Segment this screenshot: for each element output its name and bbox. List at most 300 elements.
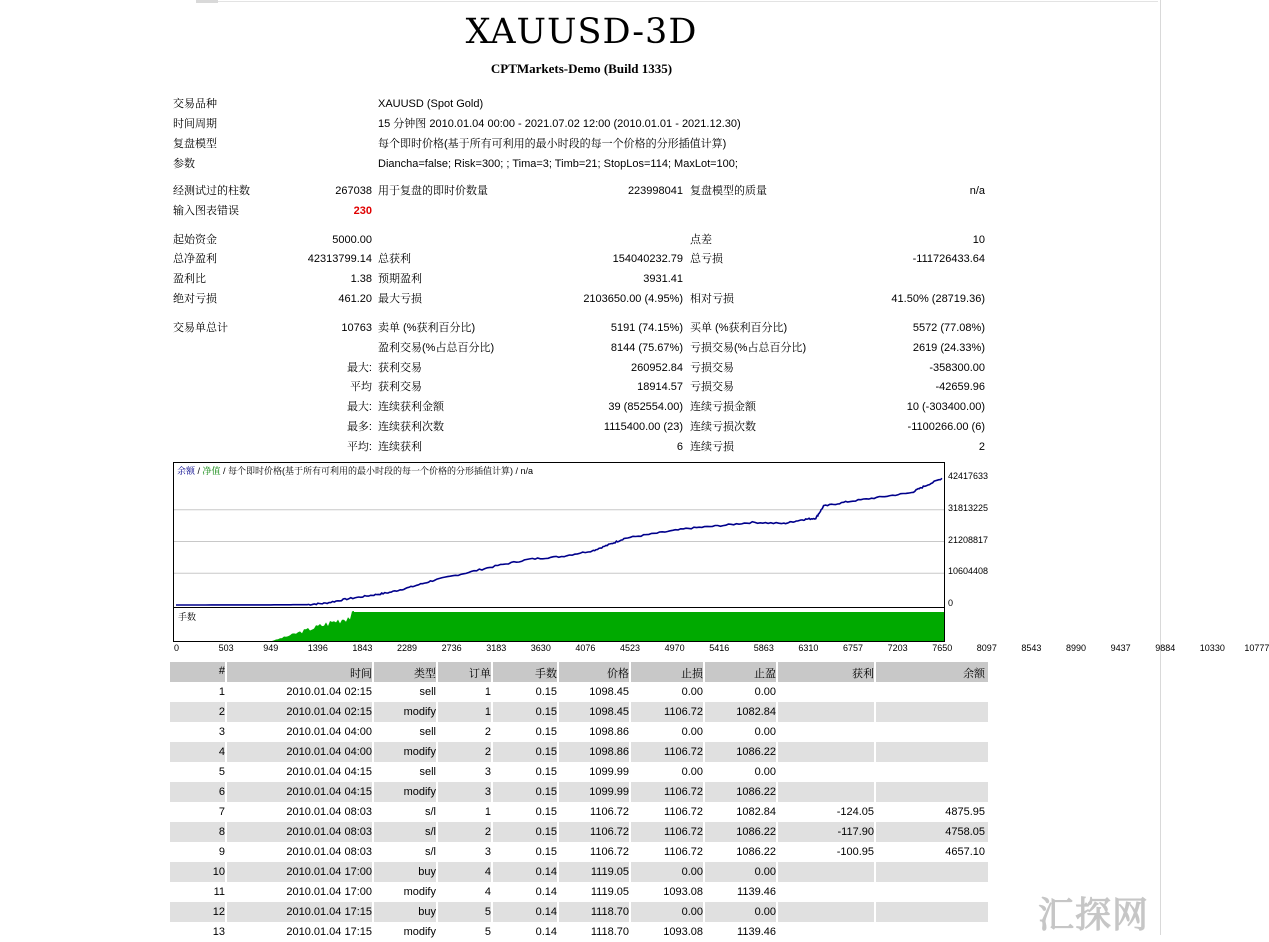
balance-chart-plot <box>174 463 944 608</box>
max-consecutive-losses-label: 连续亏损金额 <box>690 401 756 413</box>
table-cell: 10 <box>212 866 225 878</box>
column-separator <box>436 822 438 842</box>
average-prefix: 平均 <box>350 381 372 393</box>
table-cell: 0.15 <box>535 766 557 778</box>
table-row <box>170 902 988 922</box>
column-header: 订单 <box>469 668 491 680</box>
table-cell: 1106.72 <box>664 706 703 718</box>
avg-consecutive-wins-value: 6 <box>676 441 683 453</box>
right-border <box>1160 0 1161 935</box>
column-header: 类型 <box>414 668 436 680</box>
table-cell: s/l <box>425 806 436 818</box>
column-separator <box>703 822 705 842</box>
table-cell: 5 <box>218 766 225 778</box>
table-row <box>170 682 988 702</box>
table-cell: 2010.01.04 04:15 <box>286 766 372 778</box>
table-cell: 0.15 <box>535 806 557 818</box>
table-cell: 2010.01.04 02:15 <box>286 686 372 698</box>
column-separator <box>436 782 438 802</box>
x-tick-label: 6757 <box>843 643 864 653</box>
trade-table-header <box>170 662 988 682</box>
parameters-label: 参数 <box>173 158 195 170</box>
column-separator <box>491 862 493 882</box>
column-separator <box>372 822 374 842</box>
table-row <box>170 922 988 942</box>
column-header: # <box>218 665 225 677</box>
x-tick-label: 3183 <box>486 643 507 653</box>
x-tick-label: 0 <box>174 643 180 653</box>
watermark-logo: 汇探网 <box>1038 895 1150 936</box>
table-cell: 0.14 <box>535 886 557 898</box>
column-separator <box>629 702 631 722</box>
table-cell: 0.14 <box>535 866 557 878</box>
table-row <box>170 862 988 882</box>
column-separator <box>629 862 631 882</box>
gross-profit-label: 总获利 <box>378 253 411 265</box>
table-cell: 9 <box>218 846 225 858</box>
table-cell: 4657.10 <box>945 846 985 858</box>
table-cell: 3 <box>218 726 225 738</box>
table-cell: 3 <box>484 786 491 798</box>
table-cell: 1099.99 <box>589 786 629 798</box>
table-cell: 2010.01.04 08:03 <box>286 806 372 818</box>
table-cell: 11 <box>213 886 225 898</box>
table-cell: 0.14 <box>535 926 557 938</box>
profit-trades-value: 8144 (75.67%) <box>610 342 683 354</box>
table-cell: 4 <box>484 866 491 878</box>
table-cell: modify <box>403 786 436 798</box>
short-positions-value: 5191 (74.15%) <box>610 322 683 334</box>
long-positions-value: 5572 (77.08%) <box>912 322 985 334</box>
profit-factor-label: 盈利比 <box>173 273 206 285</box>
table-cell: 1082.84 <box>736 706 776 718</box>
table-cell: 2010.01.04 08:03 <box>286 826 372 838</box>
y-tick-label: 31813225 <box>948 502 989 513</box>
column-separator <box>703 742 705 762</box>
legend-separator: / <box>195 466 203 476</box>
column-header: 止损 <box>681 668 703 680</box>
table-cell: 1 <box>484 706 491 718</box>
table-row <box>170 822 988 842</box>
column-separator <box>629 662 631 682</box>
bars-tested-value: 267038 <box>335 185 372 197</box>
column-separator <box>436 702 438 722</box>
table-cell: 4875.95 <box>945 806 985 818</box>
avg-prefix: 平均: <box>346 441 372 453</box>
column-separator <box>225 662 227 682</box>
table-cell: 2010.01.04 04:00 <box>286 746 372 758</box>
column-header: 止盈 <box>754 668 776 680</box>
largest-profit-label: 获利交易 <box>378 362 422 374</box>
x-tick-label: 7203 <box>887 643 908 653</box>
table-cell: 1118.70 <box>590 926 629 938</box>
column-separator <box>491 702 493 722</box>
maximal-drawdown-value: 2103650.00 (4.95%) <box>583 293 683 305</box>
table-cell: 5 <box>484 926 491 938</box>
column-separator <box>372 862 374 882</box>
x-tick-label: 8097 <box>976 643 997 653</box>
table-row <box>170 842 988 862</box>
column-separator <box>557 862 559 882</box>
column-separator <box>225 742 227 762</box>
x-tick-label: 4076 <box>575 643 596 653</box>
table-cell: 0.00 <box>754 766 776 778</box>
volume-chart-plot <box>174 608 944 641</box>
table-cell: 1086.22 <box>736 746 776 758</box>
table-cell: 1086.22 <box>736 786 776 798</box>
report-subtitle: CPTMarkets-Demo (Build 1335) <box>490 61 673 76</box>
table-cell: 1 <box>484 806 491 818</box>
column-separator <box>874 782 876 802</box>
spread-value: 10 <box>972 234 985 246</box>
column-separator <box>874 662 876 682</box>
table-cell: 2010.01.04 17:00 <box>286 866 372 878</box>
table-cell: 0.15 <box>535 786 557 798</box>
column-separator <box>225 822 227 842</box>
average-profit-value: 18914.57 <box>637 381 683 393</box>
table-cell: 1098.45 <box>589 686 629 698</box>
column-separator <box>703 662 705 682</box>
table-cell: -124.05 <box>836 806 874 818</box>
table-cell: 2010.01.04 17:00 <box>286 886 372 898</box>
net-profit-value: 42313799.14 <box>307 253 372 265</box>
table-cell: 0.15 <box>535 686 557 698</box>
avg-consecutive-wins-label: 连续获利 <box>378 441 422 453</box>
table-cell: 1139.46 <box>737 886 776 898</box>
column-header: 时间 <box>350 668 372 680</box>
column-separator <box>557 662 559 682</box>
table-row <box>170 702 988 722</box>
x-tick-label: 4970 <box>664 643 685 653</box>
y-tick-label: 10604408 <box>948 566 989 577</box>
table-cell: 1118.70 <box>590 906 629 918</box>
column-separator <box>225 782 227 802</box>
table-cell: 1093.08 <box>663 886 703 898</box>
table-row <box>170 722 988 742</box>
initial-deposit-label: 起始资金 <box>173 234 217 246</box>
model-label: 复盘模型 <box>173 138 217 150</box>
relative-drawdown-label: 相对亏损 <box>690 293 734 305</box>
volume-label: 手数 <box>178 612 197 622</box>
symbol-value: XAUUSD (Spot Gold) <box>378 98 484 110</box>
table-cell: 0.15 <box>535 706 557 718</box>
table-cell: 1106.72 <box>664 786 703 798</box>
maximal-drawdown-label: 最大亏损 <box>378 293 422 305</box>
ticks-modelled-label: 用于复盘的即时价数量 <box>378 185 488 197</box>
window-top-line <box>218 1 1158 2</box>
maximal-consecutive-loss-label: 连续亏损次数 <box>690 421 756 433</box>
table-cell: 0.00 <box>681 726 703 738</box>
table-cell: 0.15 <box>535 846 557 858</box>
report-title: XAUUSD-3D <box>465 12 698 52</box>
parameters-value: Diancha=false; Risk=300; ; Tima=3; Timb=21; StopLos=114; MaxLot=100; <box>378 158 738 170</box>
volume-area <box>174 611 944 641</box>
table-cell: 1098.45 <box>589 706 629 718</box>
column-separator <box>874 822 876 842</box>
table-cell: sell <box>419 766 436 778</box>
column-separator <box>436 742 438 762</box>
total-trades-value: 10763 <box>341 322 372 334</box>
table-row <box>170 762 988 782</box>
gross-loss-label: 总亏损 <box>690 253 723 265</box>
table-cell: 1 <box>484 686 491 698</box>
y-tick-label: 0 <box>948 598 954 608</box>
largest-profit-value: 260952.84 <box>631 362 683 374</box>
table-row <box>170 782 988 802</box>
x-tick-label: 10330 <box>1199 643 1225 653</box>
column-separator <box>776 902 778 922</box>
column-separator <box>372 742 374 762</box>
column-separator <box>874 702 876 722</box>
x-tick-label: 1843 <box>352 643 373 653</box>
table-cell: 1098.86 <box>589 726 629 738</box>
table-cell: 8 <box>218 826 225 838</box>
total-trades-label: 交易单总计 <box>173 322 228 334</box>
net-profit-label: 总净盈利 <box>173 253 217 265</box>
table-cell: 2010.01.04 02:15 <box>286 706 372 718</box>
column-separator <box>874 902 876 922</box>
column-separator <box>491 742 493 762</box>
table-cell: 1106.72 <box>590 806 629 818</box>
x-tick-label: 6310 <box>798 643 819 653</box>
table-cell: 1106.72 <box>664 846 703 858</box>
x-tick-label: 5416 <box>709 643 730 653</box>
column-header: 价格 <box>607 668 629 680</box>
table-cell: 5 <box>484 906 491 918</box>
table-cell: 2010.01.04 04:00 <box>286 726 372 738</box>
modelling-quality-value: n/a <box>969 185 985 197</box>
column-separator <box>629 742 631 762</box>
legend-equity: 净值 <box>202 466 221 476</box>
table-cell: 3 <box>484 846 491 858</box>
x-tick-label: 2289 <box>397 643 418 653</box>
column-separator <box>225 702 227 722</box>
table-cell: 0.00 <box>754 906 776 918</box>
table-cell: -117.90 <box>837 826 874 838</box>
max-consecutive-wins-label: 连续获利金额 <box>378 401 444 413</box>
table-cell: 0.00 <box>681 766 703 778</box>
column-separator <box>557 902 559 922</box>
legend-balance: 余额 <box>177 466 196 476</box>
table-cell: 2010.01.04 17:15 <box>286 926 372 938</box>
relative-drawdown-value: 41.50% (28719.36) <box>891 293 985 305</box>
long-positions-label: 买单 (%获利百分比) <box>690 322 788 334</box>
column-separator <box>629 782 631 802</box>
table-row <box>170 882 988 902</box>
table-cell: 4 <box>218 746 225 758</box>
table-cell: sell <box>419 686 436 698</box>
table-cell: 0.00 <box>681 686 703 698</box>
table-cell: 1106.72 <box>664 746 703 758</box>
x-tick-label: 503 <box>218 643 234 653</box>
gross-loss-value: -111726433.64 <box>912 253 985 265</box>
max-consecutive-losses-value: 10 (-303400.00) <box>906 401 985 413</box>
period-value: 15 分钟图 2010.01.04 00:00 - 2021.07.02 12:00 (2010.01.01 - 2021.12.30) <box>378 118 741 130</box>
chart-errors-label: 输入图表错误 <box>173 205 239 217</box>
table-cell: 0.00 <box>681 906 703 918</box>
column-separator <box>491 822 493 842</box>
largest-loss-label: 亏损交易 <box>690 362 734 374</box>
window-top-strip <box>196 0 218 3</box>
column-separator <box>776 782 778 802</box>
column-separator <box>874 742 876 762</box>
column-separator <box>874 862 876 882</box>
loss-trades-label: 亏损交易(%占总百分比) <box>690 342 807 354</box>
table-cell: 1106.72 <box>590 826 629 838</box>
average-profit-label: 获利交易 <box>378 381 422 393</box>
column-separator <box>225 862 227 882</box>
table-cell: 2010.01.04 04:15 <box>286 786 372 798</box>
absolute-drawdown-label: 绝对亏损 <box>173 293 217 305</box>
column-separator <box>372 662 374 682</box>
column-separator <box>225 902 227 922</box>
column-separator <box>491 782 493 802</box>
table-cell: buy <box>418 906 436 918</box>
table-cell: 3 <box>484 766 491 778</box>
column-separator <box>776 822 778 842</box>
column-separator <box>491 902 493 922</box>
table-cell: 1106.72 <box>664 806 703 818</box>
table-cell: 6 <box>218 786 225 798</box>
table-cell: 1082.84 <box>736 806 776 818</box>
avg-consecutive-losses-label: 连续亏损 <box>690 441 734 453</box>
maximal-consecutive-profit-value: 1115400.00 (23) <box>603 421 683 433</box>
column-separator <box>776 702 778 722</box>
x-tick-label: 4523 <box>620 643 641 653</box>
table-cell: 0.15 <box>535 746 557 758</box>
column-separator <box>703 862 705 882</box>
maximal-consecutive-profit-label: 连续获利次数 <box>378 421 444 433</box>
x-tick-label: 10777 <box>1244 643 1269 653</box>
maximal-consecutive-loss-value: -1100266.00 (6) <box>907 421 985 433</box>
maximal-prefix: 最多: <box>346 421 372 433</box>
table-cell: s/l <box>425 826 436 838</box>
table-cell: 12 <box>212 906 225 918</box>
table-cell: 1086.22 <box>736 846 776 858</box>
table-cell: 7 <box>218 806 225 818</box>
table-cell: 4 <box>484 886 491 898</box>
average-loss-value: -42659.96 <box>935 381 985 393</box>
avg-consecutive-losses-value: 2 <box>978 441 985 453</box>
modelling-quality-label: 复盘模型的质量 <box>690 185 767 197</box>
table-cell: modify <box>403 706 436 718</box>
column-separator <box>372 902 374 922</box>
table-cell: modify <box>403 746 436 758</box>
table-cell: 1106.72 <box>664 826 703 838</box>
table-cell: 0.00 <box>754 866 776 878</box>
profit-trades-label: 盈利交易(%占总百分比) <box>378 342 495 354</box>
loss-trades-value: 2619 (24.33%) <box>912 342 985 354</box>
table-cell: sell <box>419 726 436 738</box>
model-value: 每个即时价格(基于所有可利用的最小时段的每一个价格的分形插值计算) <box>378 138 727 150</box>
absolute-drawdown-value: 461.20 <box>338 293 372 305</box>
table-cell: 1093.08 <box>663 926 703 938</box>
legend-model-text: / 每个即时价格(基于所有可利用的最小时段的每一个价格的分形插值计算) / n/a <box>220 466 534 476</box>
column-separator <box>703 782 705 802</box>
column-separator <box>776 662 778 682</box>
table-cell: 0.00 <box>681 866 703 878</box>
column-header: 获利 <box>852 668 874 680</box>
table-cell: 1 <box>218 686 225 698</box>
table-cell: 2010.01.04 08:03 <box>286 846 372 858</box>
table-cell: 2 <box>218 706 225 718</box>
column-separator <box>557 702 559 722</box>
x-tick-label: 8543 <box>1021 643 1042 653</box>
table-cell: 1098.86 <box>589 746 629 758</box>
column-separator <box>703 902 705 922</box>
x-tick-label: 3630 <box>530 643 551 653</box>
column-separator <box>776 862 778 882</box>
y-tick-label: 21208817 <box>948 534 989 545</box>
table-cell: 1119.05 <box>590 886 629 898</box>
x-tick-label: 9437 <box>1110 643 1131 653</box>
table-cell: buy <box>418 866 436 878</box>
x-tick-label: 1396 <box>307 643 328 653</box>
table-cell: 0.00 <box>754 686 776 698</box>
largest-loss-value: -358300.00 <box>929 362 985 374</box>
y-tick-label: 42417633 <box>948 471 989 481</box>
table-cell: modify <box>403 886 436 898</box>
expected-payoff-value: 3931.41 <box>643 273 683 285</box>
column-separator <box>491 662 493 682</box>
table-cell: 1119.05 <box>590 866 629 878</box>
x-tick-label: 7650 <box>932 643 953 653</box>
table-cell: 1086.22 <box>736 826 776 838</box>
ticks-modelled-value: 223998041 <box>627 185 683 197</box>
x-tick-label: 2736 <box>441 643 462 653</box>
table-cell: 2 <box>484 726 491 738</box>
column-separator <box>372 782 374 802</box>
column-separator <box>557 742 559 762</box>
table-cell: 0.14 <box>535 906 557 918</box>
table-cell: 0.00 <box>754 726 776 738</box>
column-separator <box>703 702 705 722</box>
table-cell: -100.95 <box>836 846 874 858</box>
volume-chart <box>173 607 945 642</box>
chart-errors-value: 230 <box>353 205 372 217</box>
column-separator <box>436 662 438 682</box>
column-separator <box>629 822 631 842</box>
column-separator <box>776 742 778 762</box>
x-tick-label: 9884 <box>1155 643 1176 653</box>
period-label: 时间周期 <box>173 118 217 130</box>
table-cell: modify <box>403 926 436 938</box>
table-cell: 2 <box>484 746 491 758</box>
table-cell: 1139.46 <box>737 926 776 938</box>
column-header: 手数 <box>535 668 557 680</box>
table-cell: s/l <box>425 846 436 858</box>
column-separator <box>557 782 559 802</box>
column-separator <box>629 902 631 922</box>
table-row <box>170 742 988 762</box>
gross-profit-value: 154040232.79 <box>612 253 683 265</box>
symbol-label: 交易品种 <box>173 98 217 110</box>
table-cell: 0.15 <box>535 826 557 838</box>
balance-chart <box>173 462 945 609</box>
largest-prefix: 最大: <box>346 362 372 374</box>
x-tick-label: 5863 <box>753 643 774 653</box>
table-cell: 2010.01.04 17:15 <box>286 906 372 918</box>
column-header: 余额 <box>963 668 985 680</box>
table-cell: 4758.05 <box>945 826 985 838</box>
column-separator <box>372 702 374 722</box>
profit-factor-value: 1.38 <box>350 273 372 285</box>
average-loss-label: 亏损交易 <box>690 381 734 393</box>
column-separator <box>436 862 438 882</box>
table-cell: 2 <box>484 826 491 838</box>
initial-deposit-value: 5000.00 <box>332 234 372 246</box>
short-positions-label: 卖单 (%获利百分比) <box>378 322 476 334</box>
